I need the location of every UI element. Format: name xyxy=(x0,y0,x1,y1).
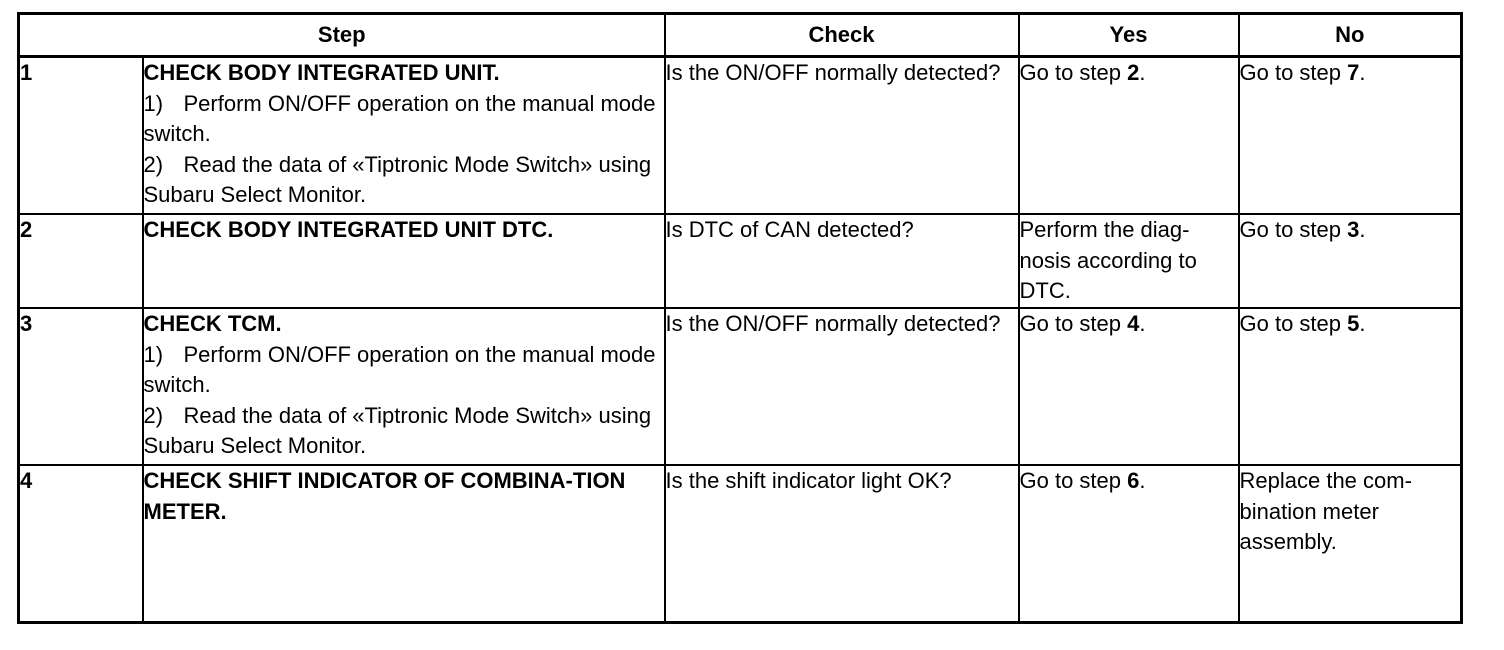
substep-number: 2) xyxy=(143,151,164,177)
step-title: CHECK TCM. xyxy=(143,311,282,336)
check-cell: Is the shift indicator light OK? xyxy=(665,465,1019,623)
yes-cell xyxy=(1019,308,1239,465)
yes-suffix: . xyxy=(1139,60,1146,85)
no-suffix: . xyxy=(1359,60,1366,85)
no-cell: Replace the com-bination meter assembly. xyxy=(1239,465,1462,623)
header-no: No xyxy=(1239,14,1462,57)
step-substep xyxy=(144,401,664,462)
no-suffix: . xyxy=(1359,217,1366,242)
yes-step: 6 xyxy=(1127,468,1140,493)
step-number: 4 xyxy=(19,465,143,623)
header-yes: Yes xyxy=(1019,14,1239,57)
step-substep xyxy=(144,340,664,401)
step-description xyxy=(143,308,665,465)
yes-cell xyxy=(1019,465,1239,623)
substep-text: Perform ON/OFF operation on the manual mode switch. xyxy=(143,341,656,397)
step-description xyxy=(143,57,665,215)
no-step: 7 xyxy=(1347,60,1360,85)
no-prefix: Go to step xyxy=(1239,60,1348,85)
yes-prefix: Go to step xyxy=(1019,60,1128,85)
step-title: CHECK SHIFT INDICATOR OF COMBINA-TION METER. xyxy=(143,468,626,524)
header-check: Check xyxy=(665,14,1019,57)
check-cell: Is DTC of CAN detected? xyxy=(665,214,1019,308)
substep-number: 2) xyxy=(143,402,164,428)
table-row xyxy=(19,308,1462,465)
step-substep xyxy=(144,89,664,150)
header-row xyxy=(19,14,1462,57)
no-prefix: Go to step xyxy=(1239,311,1348,336)
no-prefix: Go to step xyxy=(1239,217,1348,242)
no-step: 3 xyxy=(1347,217,1360,242)
no-suffix: . xyxy=(1359,311,1366,336)
yes-cell: Perform the diag-nosis according to DTC. xyxy=(1019,214,1239,308)
step-number: 1 xyxy=(19,57,143,215)
yes-suffix: . xyxy=(1139,468,1146,493)
no-cell xyxy=(1239,308,1462,465)
substep-text: Perform ON/OFF operation on the manual mode switch. xyxy=(143,90,656,146)
check-cell: Is the ON/OFF normally detected? xyxy=(665,308,1019,465)
yes-step: 4 xyxy=(1127,311,1140,336)
substep-text: Read the data of «Tiptronic Mode Switch» using Subaru Select Monitor. xyxy=(143,402,652,458)
yes-step: 2 xyxy=(1127,60,1140,85)
step-title: CHECK BODY INTEGRATED UNIT. xyxy=(143,60,500,85)
step-number: 2 xyxy=(19,214,143,308)
table-row xyxy=(19,214,1462,308)
check-cell: Is the ON/OFF normally detected? xyxy=(665,57,1019,215)
substep-number: 1) xyxy=(143,90,164,116)
step-substep xyxy=(144,150,664,211)
yes-cell xyxy=(1019,57,1239,215)
yes-suffix: . xyxy=(1139,311,1146,336)
substep-number: 1) xyxy=(143,341,164,367)
diagnostic-table xyxy=(17,12,1463,624)
step-title: CHECK BODY INTEGRATED UNIT DTC. xyxy=(143,217,554,242)
step-number: 3 xyxy=(19,308,143,465)
no-step: 5 xyxy=(1347,311,1360,336)
table-row xyxy=(19,465,1462,623)
table-row xyxy=(19,57,1462,215)
substep-text: Read the data of «Tiptronic Mode Switch» using Subaru Select Monitor. xyxy=(143,151,652,207)
step-description xyxy=(143,465,665,623)
header-step: Step xyxy=(19,14,665,57)
yes-prefix: Go to step xyxy=(1019,468,1128,493)
yes-prefix: Go to step xyxy=(1019,311,1128,336)
no-cell xyxy=(1239,214,1462,308)
step-description xyxy=(143,214,665,308)
no-cell xyxy=(1239,57,1462,215)
